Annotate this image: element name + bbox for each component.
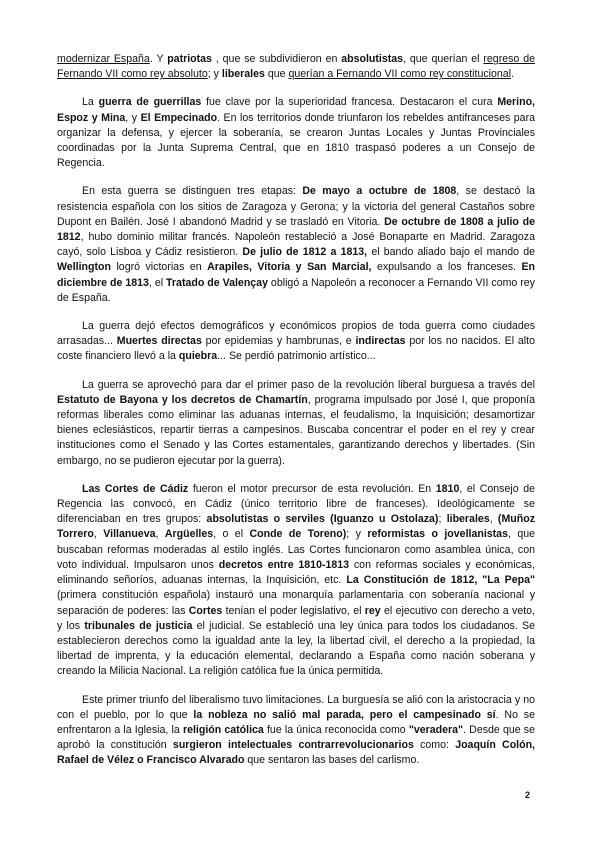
text-run-emphasis: tribunales de justicia — [84, 619, 193, 632]
text-run-emphasis: liberales — [446, 513, 490, 526]
text-run-emphasis: El Empecinado — [140, 111, 218, 124]
text-run-emphasis: "veradera" — [408, 723, 464, 736]
paragraph-efectos: La guerra dejó efectos demográficos y económicos propios de toda guerra como ciudades arrasadas... Muertes directas por epidemias y hambrunas, e indirectas por los no nacidos. El alto coste financiero llevó a la quiebra... Se perdió patrimonio artístico... — [57, 320, 535, 363]
text-run-emphasis: 1810 — [435, 482, 460, 495]
paragraph-estatuto-bayona: La guerra se aprovechó para dar el primer paso de la revolución liberal burguesa a través del Estatuto de Bayona y los decretos de Chamartín, programa impulsado por José I, que proponía reformas liberales como eliminar las aduanas internas, el feudalismo, la Inquisición; desamortizar bienes eclesiásticos, repartir tierras a campesinos. Buscaba concentrar el poder en el rey y crear instituciones como el Senado y las Cortes estamentales, garantizando derechos y libertades. (Sin embargo, no se pudieron ejecutar por la guerra). — [57, 378, 535, 467]
text-run-emphasis: En diciembre de 1813 — [57, 261, 535, 289]
text-run-emphasis: La Constitución de 1812, "La Pepa" — [346, 574, 535, 587]
text-run-emphasis: Cortes — [188, 604, 223, 617]
text-run-emphasis: rey — [364, 604, 381, 617]
paragraph-cortes-cadiz: Las Cortes de Cádiz fueron el motor precursor de esta revolución. En 1810, el Consejo de Regencia las convocó, en Cádiz (único territorio libre de franceses). Ideológicamente se diferenciaban en tres grupos: absolutistas o serviles (Iguanzo u Ostolaza); liberales, (Muñoz Torrero, Villanueva, Argüelles, o el Conde de Toreno); y reformistas o jovellanistas, que buscaban reformas moderadas al estilo inglés. Las Cortes funcionaron como asamblea única, con voto individual. Impulsaron unos decretos entre 1810-1813 con reformas sociales y económicas, eliminando señoríos, aduanas internas, la Inquisición, etc. La Constitución de 1812, "La Pepa" (primera constitución española) instauró una monarquía parlamentaria con soberanía nacional y separación de poderes: las Cortes tenían el poder legislativo, el rey el ejecutivo con derecho a veto, y los tribunales de justicia el judicial. Se estableció una ley única para todos los ciudadanos. Se establecieron derechos como la igualdad ante la ley, la libertad civil, el derecho a la propiedad, la libertad de imprenta, y la educación elemental, declarando a España como nación soberana y creando la Milicia Nacional. La religión católica fue la única permitida. — [57, 482, 536, 678]
page-number: 2 — [524, 790, 530, 800]
text-run-emphasis: Merino, Espoz y Mina — [57, 96, 535, 124]
text-run-emphasis: surgieron intelectuales contrarrevolucionarios — [172, 739, 414, 752]
paragraph-limitaciones: Este primer triunfo del liberalismo tuvo limitaciones. La burguesía se alió con la aristocracia y no con el pueblo, por lo que la nobleza no salió mal parada, pero el campesinado sí. No se enfrentaron a la Iglesia, la religión católica fue la única reconocida como "veradera". Desde que se aprobó la constitución surgieron intelectuales contrarrevolucionarios como: Joaquín Colón, Rafael de Vélez o Francisco Alvarado que sentaron las bases del carlismo. — [57, 693, 535, 767]
text-run-emphasis: liberales — [221, 68, 265, 81]
text-run-emphasis: (Muñoz Torrero — [57, 513, 535, 541]
text-run-emphasis: Conde de Toreno) — [249, 528, 347, 541]
text-run-emphasis: De octubre de 1808 a julio de 1812 — [57, 215, 535, 244]
text-run-emphasis: absolutistas — [341, 53, 404, 65]
text-run-emphasis: absolutistas o serviles (Iguanzo u Ostolaza) — [206, 513, 439, 526]
document-page — [57, 52, 535, 782]
text-run-emphasis: decretos entre 1810-1813 — [218, 558, 350, 571]
text-run-emphasis: guerra de guerrillas — [98, 96, 202, 109]
text-run-emphasis: la nobleza no salió mal parada, pero el campesinado sí — [193, 708, 496, 721]
text-run-emphasis: Tratado de Valençay — [166, 276, 268, 289]
text-run-emphasis: religión católica — [182, 723, 264, 736]
text-run-emphasis: modernizar España — [57, 53, 150, 65]
paragraph-1: modernizar España. Y patriotas , que se subdividieron en absolutistas, que querían el regreso de Fernando VII como rey absoluto; y liberales que querían a Fernando VII como rey constitucional. — [57, 53, 535, 81]
text-run-emphasis: Arapiles, Vitoria y San Marcial, — [207, 261, 372, 274]
paragraph-etapas: En esta guerra se distinguen tres etapas: De mayo a octubre de 1808, se destacó la resistencia española con los sitios de Zaragoza y Gerona; y la victoria del general Castaños sobre Dupont en Bailén. José I abandonó Madrid y se trasladó en Vitoria. De octubre de 1808 a julio de 1812, hubo dominio militar francés. Napoleón restableció a José Bonaparte en Madrid. Zaragoza cayó, solo Lisboa y Cádiz resistieron. De julio de 1812 a 1813, el bando aliado bajo el mando de Wellington logró victorias en Arapiles, Vitoria y San Marcial, expulsando a los franceses. En diciembre de 1813, el Tratado de Valençay obligó a Napoleón a reconocer a Fernando VII como rey de España. — [57, 185, 536, 304]
text-run-emphasis: Joaquín Colón, Rafael de Vélez o Francisco Alvarado — [57, 739, 535, 767]
text-run-emphasis: quiebra — [178, 350, 218, 363]
text-run-emphasis: De mayo a octubre de 1808 — [302, 185, 457, 198]
text-run-emphasis: regreso de Fernando VII como rey absoluto — [57, 53, 535, 81]
text-run-emphasis: De julio de 1812 a 1813, — [242, 246, 368, 259]
paragraph-guerrillas: La guerra de guerrillas fue clave por la superioridad francesa. Destacaron el cura Merino, Espoz y Mina, y El Empecinado. En los territorios donde triunfaron los rebeldes antifranceses para organizar la defensa, y ejercer la soberanía, se crearon Juntas Locales y Juntas Provinciales coordinadas por la Junta Suprema Central, que en 1810 traspasó poderes a un Consejo de Regencia. — [57, 96, 535, 170]
text-run-emphasis: reformistas o jovellanistas — [367, 528, 508, 541]
text-run-emphasis: Muertes directas — [116, 335, 202, 348]
text-run-emphasis: Las Cortes de Cádiz — [82, 482, 189, 495]
text-run-emphasis: querían a Fernando VII como rey constitucional — [288, 68, 512, 81]
text-run-emphasis: Argüelles — [164, 528, 214, 541]
text-run-emphasis: indirectas — [355, 335, 406, 348]
text-run-emphasis: Wellington — [57, 261, 111, 274]
text-run-emphasis: Villanueva — [103, 528, 156, 541]
text-run-emphasis: Estatuto de Bayona y los decretos de Chamartín — [57, 393, 308, 406]
text-run-emphasis: patriotas — [167, 53, 212, 65]
